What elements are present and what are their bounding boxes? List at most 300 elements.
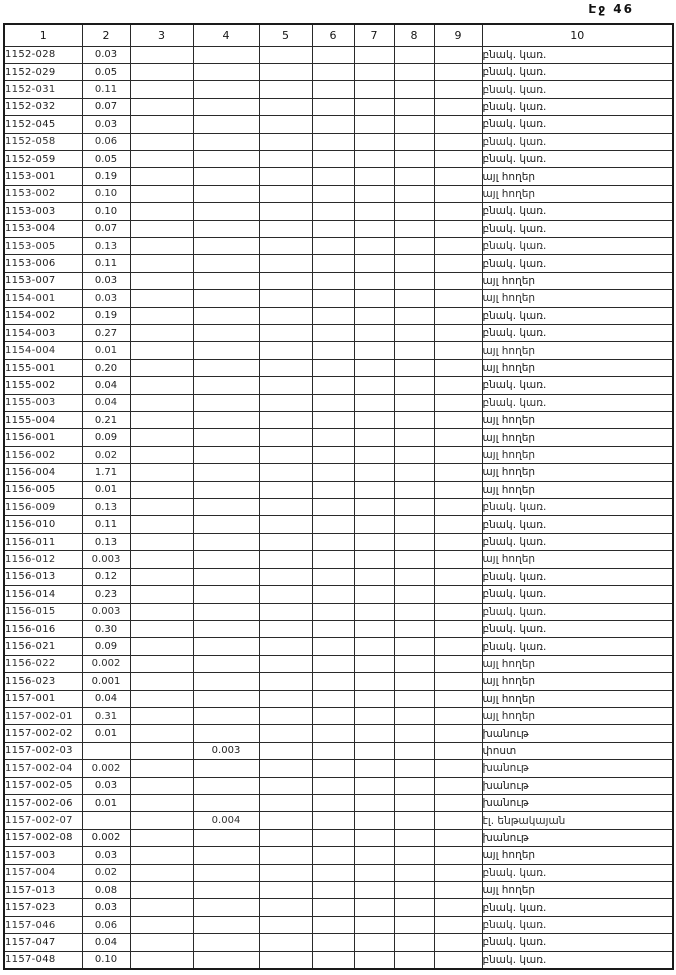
cell-parcel-code: 1157-004 (4, 864, 82, 881)
cell-value-col2: 0.13 (82, 499, 130, 516)
cell-value-col9 (434, 237, 482, 254)
cell-value-col8 (394, 220, 434, 237)
cell-value-col9 (434, 81, 482, 98)
cell-parcel-code: 1157-002-05 (4, 777, 82, 794)
cell-value-col6 (312, 533, 354, 550)
cell-land-use: փոստ (482, 742, 673, 759)
cell-land-use: բնակ. կառ. (482, 934, 673, 951)
cell-parcel-code: 1156-002 (4, 446, 82, 463)
cell-value-col6 (312, 133, 354, 150)
cell-land-use: խանութ (482, 725, 673, 742)
cell-value-col2: 0.10 (82, 185, 130, 202)
cell-value-col3 (130, 359, 193, 376)
cell-value-col9 (434, 586, 482, 603)
cell-value-col2: 0.04 (82, 394, 130, 411)
cell-value-col2: 0.11 (82, 255, 130, 272)
cell-value-col8 (394, 412, 434, 429)
cell-value-col5 (259, 586, 312, 603)
cell-value-col7 (354, 429, 394, 446)
cell-value-col3 (130, 951, 193, 968)
cell-value-col5 (259, 916, 312, 933)
cell-value-col3 (130, 690, 193, 707)
table-row (4, 655, 673, 672)
cell-value-col7 (354, 916, 394, 933)
cell-value-col5 (259, 359, 312, 376)
cell-value-col8 (394, 899, 434, 916)
cell-value-col9 (434, 707, 482, 724)
cell-value-col3 (130, 290, 193, 307)
cell-value-col3 (130, 586, 193, 603)
cell-value-col6 (312, 551, 354, 568)
cell-value-col5 (259, 203, 312, 220)
table-row (4, 116, 673, 133)
cell-value-col9 (434, 185, 482, 202)
cell-value-col2: 0.01 (82, 481, 130, 498)
table-row (4, 829, 673, 846)
cell-value-col6 (312, 568, 354, 585)
cell-value-col8 (394, 586, 434, 603)
cell-land-use: այլ հողեր (482, 464, 673, 481)
cell-parcel-code: 1154-004 (4, 342, 82, 359)
cell-value-col2: 0.09 (82, 429, 130, 446)
cell-value-col6 (312, 603, 354, 620)
cell-value-col4 (193, 150, 259, 167)
cell-land-use: բնակ. կառ. (482, 377, 673, 394)
cell-parcel-code: 1155-003 (4, 394, 82, 411)
table-row (4, 429, 673, 446)
cell-value-col7 (354, 185, 394, 202)
cell-value-col2: 0.05 (82, 63, 130, 80)
cell-value-col2: 0.04 (82, 934, 130, 951)
cell-value-col8 (394, 690, 434, 707)
cell-land-use: բնակ. կառ. (482, 63, 673, 80)
cell-value-col5 (259, 934, 312, 951)
cell-value-col7 (354, 829, 394, 846)
cell-value-col2: 0.07 (82, 220, 130, 237)
cell-value-col8 (394, 707, 434, 724)
cell-value-col9 (434, 812, 482, 829)
cell-parcel-code: 1154-003 (4, 325, 82, 342)
cell-land-use: բնակ. կառ. (482, 638, 673, 655)
cell-value-col6 (312, 255, 354, 272)
cell-value-col6 (312, 342, 354, 359)
cell-value-col9 (434, 516, 482, 533)
cell-value-col2: 0.03 (82, 847, 130, 864)
cell-value-col4 (193, 359, 259, 376)
cell-value-col3 (130, 46, 193, 63)
table-row (4, 707, 673, 724)
cell-value-col5 (259, 133, 312, 150)
table-row (4, 185, 673, 202)
cell-value-col5 (259, 847, 312, 864)
cell-value-col3 (130, 133, 193, 150)
cell-value-col7 (354, 290, 394, 307)
cell-value-col9 (434, 150, 482, 167)
cell-value-col7 (354, 168, 394, 185)
cell-land-use: բնակ. կառ. (482, 864, 673, 881)
cell-value-col4 (193, 516, 259, 533)
cell-land-use: այլ հողեր (482, 359, 673, 376)
cell-value-col6 (312, 499, 354, 516)
cell-value-col8 (394, 307, 434, 324)
cell-value-col9 (434, 203, 482, 220)
cell-value-col7 (354, 812, 394, 829)
cell-value-col7 (354, 359, 394, 376)
cell-value-col7 (354, 342, 394, 359)
cell-value-col3 (130, 325, 193, 342)
cell-land-use: խանութ (482, 777, 673, 794)
cell-land-use: բնակ. կառ. (482, 255, 673, 272)
cell-value-col4: 0.004 (193, 812, 259, 829)
cell-land-use: բնակ. կառ. (482, 237, 673, 254)
cell-value-col5 (259, 481, 312, 498)
cell-value-col7 (354, 116, 394, 133)
cell-land-use: բնակ. կառ. (482, 916, 673, 933)
cell-value-col9 (434, 655, 482, 672)
cell-value-col4 (193, 760, 259, 777)
table-row (4, 342, 673, 359)
cell-value-col3 (130, 81, 193, 98)
cell-value-col8 (394, 98, 434, 115)
cell-value-col9 (434, 429, 482, 446)
cell-value-col9 (434, 133, 482, 150)
cell-value-col9 (434, 307, 482, 324)
cell-value-col6 (312, 638, 354, 655)
cell-value-col5 (259, 899, 312, 916)
cell-value-col4 (193, 481, 259, 498)
cell-value-col3 (130, 203, 193, 220)
cell-land-use: այլ հողեր (482, 481, 673, 498)
cell-value-col6 (312, 864, 354, 881)
cell-value-col2: 0.001 (82, 673, 130, 690)
cell-value-col3 (130, 481, 193, 498)
cell-value-col9 (434, 899, 482, 916)
cell-value-col4 (193, 829, 259, 846)
cell-value-col3 (130, 237, 193, 254)
cell-value-col2: 0.11 (82, 81, 130, 98)
cell-parcel-code: 1154-002 (4, 307, 82, 324)
cell-value-col2: 0.02 (82, 446, 130, 463)
table-row (4, 690, 673, 707)
cell-land-use: բնակ. կառ. (482, 150, 673, 167)
cell-value-col6 (312, 394, 354, 411)
column-header-3: 3 (130, 24, 193, 46)
cell-land-use: բնակ. կառ. (482, 568, 673, 585)
cell-value-col7 (354, 551, 394, 568)
cell-value-col2: 0.21 (82, 412, 130, 429)
cell-value-col4 (193, 342, 259, 359)
cell-value-col3 (130, 829, 193, 846)
cell-value-col7 (354, 307, 394, 324)
cell-land-use: այլ հողեր (482, 673, 673, 690)
cell-value-col2: 0.003 (82, 603, 130, 620)
cell-value-col7 (354, 516, 394, 533)
table-row (4, 551, 673, 568)
cell-value-col2: 0.19 (82, 168, 130, 185)
cell-value-col5 (259, 446, 312, 463)
cell-land-use: բնակ. կառ. (482, 951, 673, 968)
cell-value-col3 (130, 777, 193, 794)
cell-value-col6 (312, 655, 354, 672)
cell-value-col6 (312, 272, 354, 289)
cell-parcel-code: 1156-013 (4, 568, 82, 585)
cell-land-use: այլ հողեր (482, 185, 673, 202)
cell-value-col6 (312, 742, 354, 759)
cell-value-col3 (130, 882, 193, 899)
cell-value-col2: 0.07 (82, 98, 130, 115)
cell-value-col7 (354, 690, 394, 707)
cell-value-col6 (312, 934, 354, 951)
cell-value-col5 (259, 725, 312, 742)
cell-value-col6 (312, 63, 354, 80)
cell-value-col2: 0.04 (82, 377, 130, 394)
cell-land-use: էլ. ենթակայան (482, 812, 673, 829)
cell-value-col5 (259, 707, 312, 724)
cell-value-col8 (394, 342, 434, 359)
cell-value-col7 (354, 742, 394, 759)
cell-value-col9 (434, 725, 482, 742)
cell-value-col9 (434, 46, 482, 63)
cell-value-col4 (193, 290, 259, 307)
cell-value-col7 (354, 481, 394, 498)
cell-value-col3 (130, 394, 193, 411)
cell-value-col8 (394, 272, 434, 289)
column-header-5: 5 (259, 24, 312, 46)
cell-value-col9 (434, 394, 482, 411)
column-header-8: 8 (394, 24, 434, 46)
cell-value-col3 (130, 220, 193, 237)
cell-value-col3 (130, 707, 193, 724)
table-row (4, 673, 673, 690)
cell-land-use: բնակ. կառ. (482, 220, 673, 237)
cell-value-col4 (193, 168, 259, 185)
cell-value-col7 (354, 220, 394, 237)
cell-value-col5 (259, 777, 312, 794)
cell-value-col8 (394, 185, 434, 202)
cell-value-col6 (312, 916, 354, 933)
cell-parcel-code: 1152-029 (4, 63, 82, 80)
table-body (4, 46, 673, 969)
cell-value-col2: 0.05 (82, 150, 130, 167)
table-row (4, 603, 673, 620)
cell-value-col4 (193, 394, 259, 411)
cell-value-col4 (193, 185, 259, 202)
table-row (4, 760, 673, 777)
table-row (4, 412, 673, 429)
table-row (4, 394, 673, 411)
cell-value-col4 (193, 237, 259, 254)
cell-value-col2: 0.03 (82, 899, 130, 916)
cell-land-use: այլ հողեր (482, 847, 673, 864)
cell-value-col6 (312, 150, 354, 167)
cell-value-col6 (312, 707, 354, 724)
cell-value-col2: 0.06 (82, 133, 130, 150)
table-row (4, 638, 673, 655)
cell-parcel-code: 1157-023 (4, 899, 82, 916)
table-row (4, 255, 673, 272)
cell-value-col4 (193, 603, 259, 620)
cell-value-col8 (394, 290, 434, 307)
cell-value-col5 (259, 272, 312, 289)
cell-value-col6 (312, 116, 354, 133)
cell-value-col2: 0.10 (82, 951, 130, 968)
cell-value-col9 (434, 290, 482, 307)
cell-value-col4 (193, 220, 259, 237)
cell-value-col3 (130, 794, 193, 811)
cell-value-col3 (130, 812, 193, 829)
cell-value-col4 (193, 81, 259, 98)
cell-value-col4 (193, 882, 259, 899)
cell-value-col4: 0.003 (193, 742, 259, 759)
cell-value-col5 (259, 638, 312, 655)
table-row (4, 150, 673, 167)
cell-value-col5 (259, 760, 312, 777)
cell-value-col6 (312, 829, 354, 846)
cell-value-col9 (434, 638, 482, 655)
cell-value-col9 (434, 63, 482, 80)
cell-land-use: բնակ. կառ. (482, 81, 673, 98)
cell-parcel-code: 1152-058 (4, 133, 82, 150)
cell-value-col2: 0.09 (82, 638, 130, 655)
cell-value-col2: 0.23 (82, 586, 130, 603)
cell-parcel-code: 1157-001 (4, 690, 82, 707)
cell-value-col8 (394, 742, 434, 759)
cell-parcel-code: 1157-003 (4, 847, 82, 864)
cell-value-col3 (130, 620, 193, 637)
cell-land-use: այլ հողեր (482, 655, 673, 672)
cell-value-col7 (354, 325, 394, 342)
table-row (4, 847, 673, 864)
column-header-7: 7 (354, 24, 394, 46)
cell-value-col5 (259, 690, 312, 707)
cell-value-col3 (130, 377, 193, 394)
cell-parcel-code: 1156-014 (4, 586, 82, 603)
cell-land-use: բնակ. կառ. (482, 203, 673, 220)
cell-value-col9 (434, 568, 482, 585)
cell-parcel-code: 1156-012 (4, 551, 82, 568)
cell-value-col7 (354, 203, 394, 220)
cell-value-col5 (259, 168, 312, 185)
cell-parcel-code: 1156-015 (4, 603, 82, 620)
cell-value-col5 (259, 237, 312, 254)
cell-parcel-code: 1157-002-02 (4, 725, 82, 742)
cell-value-col3 (130, 98, 193, 115)
cell-value-col6 (312, 899, 354, 916)
cell-value-col6 (312, 586, 354, 603)
cell-parcel-code: 1157-048 (4, 951, 82, 968)
table-row (4, 620, 673, 637)
cell-value-col6 (312, 203, 354, 220)
cell-value-col6 (312, 185, 354, 202)
cell-value-col7 (354, 760, 394, 777)
cell-value-col4 (193, 325, 259, 342)
cell-value-col4 (193, 655, 259, 672)
cell-value-col5 (259, 533, 312, 550)
cell-parcel-code: 1156-011 (4, 533, 82, 550)
cell-value-col8 (394, 464, 434, 481)
cell-value-col8 (394, 481, 434, 498)
column-header-4: 4 (193, 24, 259, 46)
cell-parcel-code: 1153-004 (4, 220, 82, 237)
cell-value-col9 (434, 499, 482, 516)
cell-value-col7 (354, 412, 394, 429)
cell-value-col3 (130, 760, 193, 777)
cell-parcel-code: 1157-002-07 (4, 812, 82, 829)
cell-value-col3 (130, 185, 193, 202)
cell-value-col8 (394, 446, 434, 463)
cell-value-col4 (193, 133, 259, 150)
data-table (3, 23, 674, 970)
table-row (4, 882, 673, 899)
cell-value-col2: 0.01 (82, 342, 130, 359)
cell-value-col6 (312, 412, 354, 429)
cell-value-col7 (354, 464, 394, 481)
cell-value-col3 (130, 429, 193, 446)
table-row (4, 307, 673, 324)
cell-value-col9 (434, 742, 482, 759)
cell-value-col6 (312, 812, 354, 829)
cell-value-col5 (259, 63, 312, 80)
cell-parcel-code: 1153-005 (4, 237, 82, 254)
cell-value-col8 (394, 603, 434, 620)
cell-value-col5 (259, 98, 312, 115)
cell-value-col5 (259, 603, 312, 620)
cell-value-col9 (434, 673, 482, 690)
cell-value-col4 (193, 951, 259, 968)
cell-parcel-code: 1156-010 (4, 516, 82, 533)
cell-parcel-code: 1156-001 (4, 429, 82, 446)
cell-value-col9 (434, 481, 482, 498)
cell-value-col7 (354, 98, 394, 115)
cell-value-col9 (434, 359, 482, 376)
cell-value-col3 (130, 412, 193, 429)
cell-land-use: բնակ. կառ. (482, 98, 673, 115)
cell-value-col6 (312, 951, 354, 968)
table-row (4, 812, 673, 829)
cell-value-col8 (394, 359, 434, 376)
page-number-label: Էջ 46 (588, 2, 634, 16)
cell-value-col5 (259, 742, 312, 759)
cell-value-col6 (312, 359, 354, 376)
cell-parcel-code: 1152-045 (4, 116, 82, 133)
table-row (4, 203, 673, 220)
table-row (4, 464, 673, 481)
cell-value-col5 (259, 673, 312, 690)
cell-value-col2: 0.31 (82, 707, 130, 724)
cell-value-col6 (312, 46, 354, 63)
cell-value-col6 (312, 725, 354, 742)
cell-parcel-code: 1157-002-01 (4, 707, 82, 724)
cell-value-col2: 0.19 (82, 307, 130, 324)
cell-value-col4 (193, 63, 259, 80)
cell-parcel-code: 1152-059 (4, 150, 82, 167)
cell-value-col5 (259, 812, 312, 829)
cell-value-col3 (130, 864, 193, 881)
cell-value-col4 (193, 707, 259, 724)
cell-value-col9 (434, 760, 482, 777)
cell-value-col8 (394, 499, 434, 516)
cell-value-col9 (434, 446, 482, 463)
cell-value-col2: 0.11 (82, 516, 130, 533)
cell-value-col9 (434, 412, 482, 429)
cell-value-col7 (354, 272, 394, 289)
cell-value-col2: 0.13 (82, 533, 130, 550)
cell-parcel-code: 1152-032 (4, 98, 82, 115)
cell-value-col2 (82, 812, 130, 829)
cell-value-col4 (193, 412, 259, 429)
cell-value-col5 (259, 255, 312, 272)
cell-value-col2: 1.71 (82, 464, 130, 481)
